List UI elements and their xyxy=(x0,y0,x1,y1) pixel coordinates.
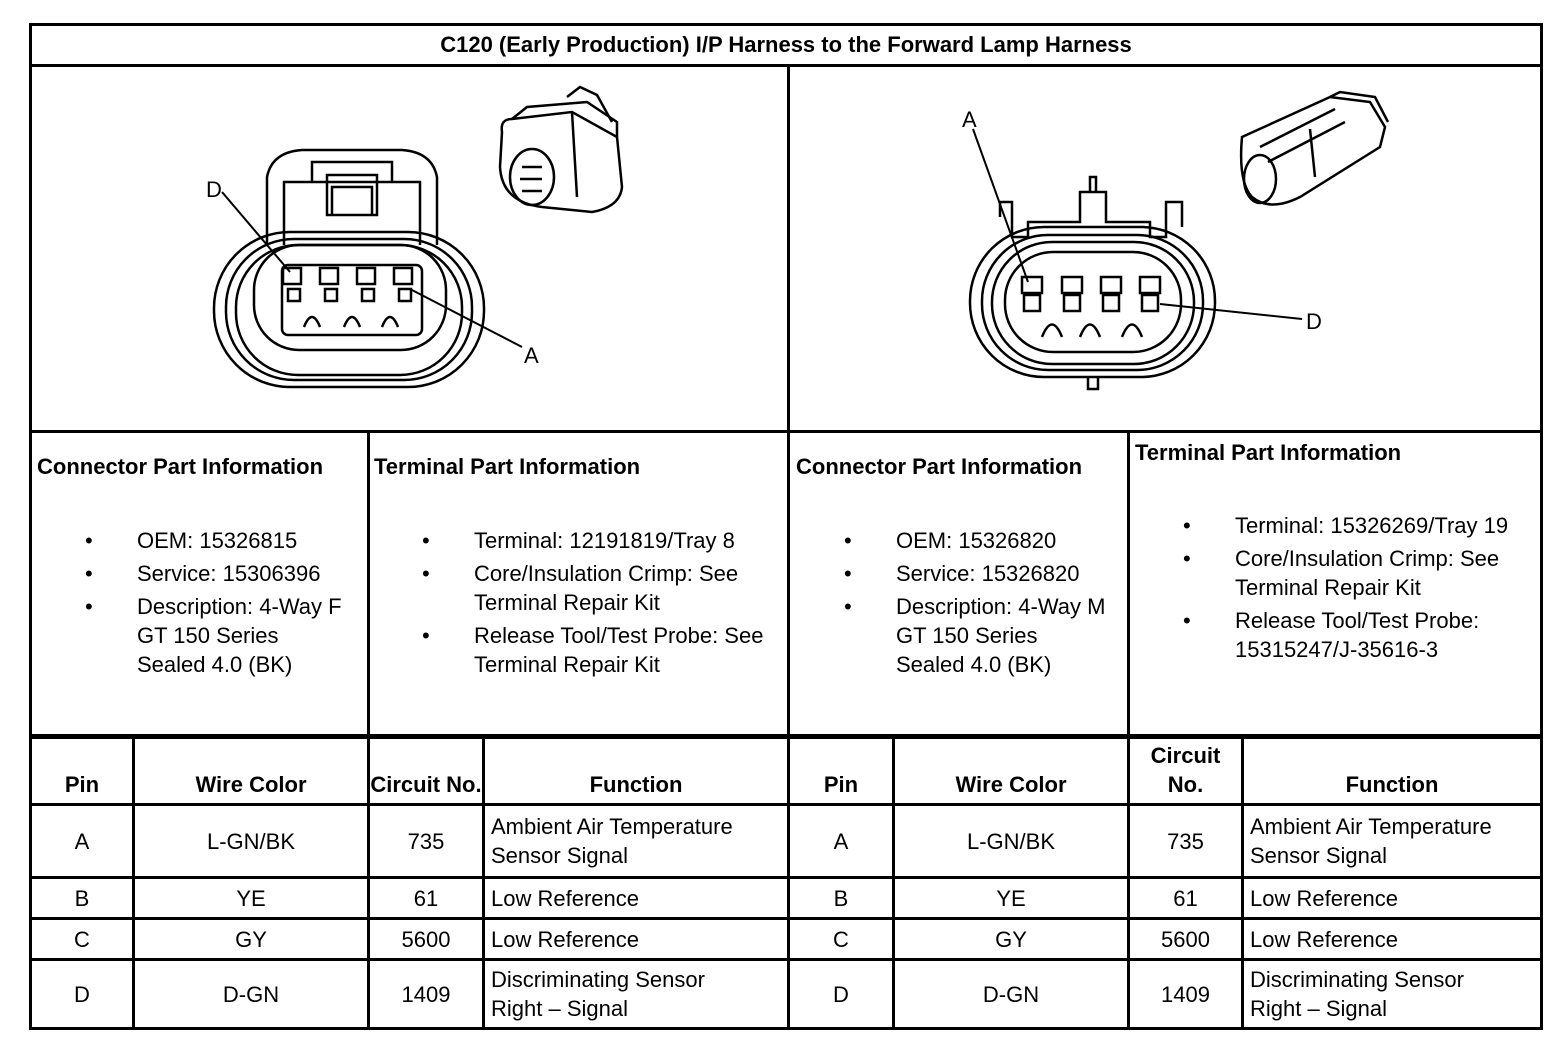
table-cell: D xyxy=(74,981,90,1007)
right-terminal-list xyxy=(1135,511,1540,668)
table-cell: D-GN xyxy=(982,981,1040,1007)
table-cell: Ambient Air Temperature Sensor Signal xyxy=(491,814,733,868)
list-item: • Service: 15326820 xyxy=(796,559,1124,588)
right-header-wire: Wire Color xyxy=(955,772,1067,797)
right-header-circuit: Circuit No. xyxy=(1150,743,1221,797)
right-connector-list xyxy=(796,526,1124,683)
table-cell: 1409 xyxy=(401,981,451,1007)
left-header-function: Function xyxy=(589,772,683,797)
left-terminal-heading: Terminal Part Information xyxy=(374,454,641,479)
left-terminal-cavities xyxy=(283,268,412,327)
table-cell: 61 xyxy=(413,885,439,911)
table-cell: Discriminating Sensor Right – Signal xyxy=(491,967,705,1021)
list-item: • OEM: 15326815 xyxy=(37,526,365,555)
list-item: • Release Tool/Test Probe: 15315247/J-35616-3 xyxy=(1135,606,1540,664)
table-cell: YE xyxy=(236,885,266,911)
table-cell: Ambient Air Temperature Sensor Signal xyxy=(1250,814,1492,868)
table-cell: L-GN/BK xyxy=(206,828,296,854)
page-title: C120 (Early Production) I/P Harness to the Forward Lamp Harness xyxy=(440,32,1132,57)
table-cell: A xyxy=(74,828,90,854)
table-cell: C xyxy=(74,926,90,952)
table-cell: 5600 xyxy=(401,926,451,952)
list-item: • Description: 4-Way F GT 150 Series Sealed 4.0 (BK) xyxy=(37,592,347,679)
table-cell: 61 xyxy=(1173,885,1198,911)
list-item: • Core/Insulation Crimp: See Terminal Repair Kit xyxy=(374,559,784,617)
left-header-pin: Pin xyxy=(64,772,100,797)
table-cell: 5600 xyxy=(1161,926,1210,952)
right-label-a: A xyxy=(962,107,977,132)
left-label-a: A xyxy=(524,343,539,368)
left-connector-heading: Connector Part Information xyxy=(37,454,324,479)
table-cell: Low Reference xyxy=(491,926,639,952)
list-item: • Service: 15306396 xyxy=(37,559,365,588)
table-cell: GY xyxy=(995,926,1027,952)
list-item: • Terminal: 15326269/Tray 19 xyxy=(1135,511,1540,540)
diagram-divider xyxy=(29,430,1543,433)
list-item: • Release Tool/Test Probe: See Terminal Repair Kit xyxy=(374,621,784,679)
table-cell: C xyxy=(833,926,849,952)
right-terminal-cavities xyxy=(1022,277,1160,337)
table-cell: D-GN xyxy=(222,981,280,1007)
table-cell: Low Reference xyxy=(491,885,639,911)
table-cell: D xyxy=(833,981,849,1007)
left-header-circuit: Circuit No. xyxy=(370,772,482,797)
right-connector-heading: Connector Part Information xyxy=(796,454,1083,479)
table-cell: B xyxy=(833,885,849,911)
table-cell: 735 xyxy=(1167,828,1204,854)
left-label-d: D xyxy=(206,177,222,202)
list-item: • Core/Insulation Crimp: See Terminal Repair Kit xyxy=(1135,544,1540,602)
left-connector-diagram xyxy=(32,67,787,430)
table-cell: Low Reference xyxy=(1250,926,1398,952)
left-iso-connector-icon xyxy=(500,87,622,212)
table-cell: Low Reference xyxy=(1250,885,1398,911)
right-terminal-heading: Terminal Part Information xyxy=(1135,440,1402,465)
left-terminal-list xyxy=(374,526,784,683)
right-connector-diagram xyxy=(790,67,1540,430)
left-header-wire: Wire Color xyxy=(195,772,307,797)
right-label-d: D xyxy=(1306,309,1322,334)
table-cell: YE xyxy=(996,885,1026,911)
right-header-pin: Pin xyxy=(823,772,859,797)
table-cell: Discriminating Sensor Right – Signal xyxy=(1250,967,1464,1021)
table-cell: GY xyxy=(235,926,267,952)
table-cell: 1409 xyxy=(1161,981,1210,1007)
table-cell: B xyxy=(74,885,90,911)
list-item: • Terminal: 12191819/Tray 8 xyxy=(374,526,784,555)
list-item: • Description: 4-Way M GT 150 Series Sealed 4.0 (BK) xyxy=(796,592,1111,679)
table-cell: A xyxy=(833,828,849,854)
left-connector-list xyxy=(37,526,365,683)
right-header-function: Function xyxy=(1345,772,1439,797)
list-item: • OEM: 15326820 xyxy=(796,526,1124,555)
right-iso-connector-icon xyxy=(1241,92,1388,205)
table-cell: 735 xyxy=(407,828,445,854)
table-top-double xyxy=(29,737,1543,739)
table-cell: L-GN/BK xyxy=(966,828,1056,854)
